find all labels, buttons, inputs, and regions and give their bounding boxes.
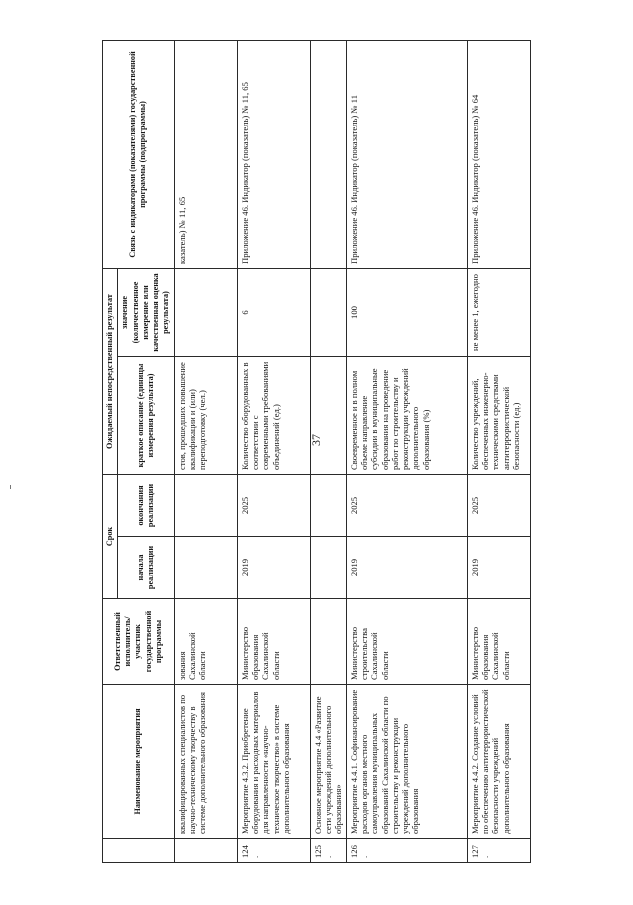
cell-num: 126. — [346, 839, 467, 863]
cell-value — [174, 268, 237, 356]
header-num — [103, 839, 175, 863]
cell-end — [174, 475, 237, 537]
table-row — [467, 40, 530, 862]
table-row — [237, 40, 310, 862]
cell-value: 100 — [346, 268, 467, 356]
cell-responsible: Министерство образования Сахалинской области — [237, 599, 310, 685]
cell-start: 2019 — [237, 537, 310, 599]
cell-desc: Количество оборудованных в соответствии с современными требованиями объединений (ед.) — [237, 357, 310, 475]
table-row — [346, 40, 467, 862]
cell-start — [310, 537, 346, 599]
cell-name: Мероприятие 4.4.2. Создание условий по обеспечению антитеррористической безопасности учреждений дополнительного образования — [467, 685, 530, 839]
cell-link — [310, 40, 346, 268]
header-end: окончания реализации — [118, 475, 174, 537]
cell-link: Приложение 46. Индикатор (показатель) № 64 — [467, 40, 530, 268]
cell-num — [174, 839, 237, 863]
cell-link: казатель) № 11, 65 — [174, 40, 237, 268]
measures-table — [102, 40, 531, 863]
cell-name: квалифицированных специалистов по научно-техническому творчеству в системе дополнительного образования — [174, 685, 237, 839]
cell-name: Основное мероприятие 4.4 «Развитие сети учреждений дополнительного образования» — [310, 685, 346, 839]
cell-responsible: Министерство строительства Сахалинской области — [346, 599, 467, 685]
cell-link: Приложение 46. Индикатор (показатель) № 11, 65 — [237, 40, 310, 268]
header-start: начала реализации — [118, 537, 174, 599]
cell-end — [310, 475, 346, 537]
cell-responsible: Министерство образования Сахалинской области — [467, 599, 530, 685]
cell-end: 2025 — [346, 475, 467, 537]
header-row-1 — [103, 40, 118, 862]
cell-end: 2025 — [467, 475, 530, 537]
cell-start: 2019 — [346, 537, 467, 599]
table-row — [174, 40, 237, 862]
cell-desc: стов, прошедших повышение квалификации и (или) переподготовку (чел.) — [174, 357, 237, 475]
cell-start — [174, 537, 237, 599]
header-name: Наименование мероприятия — [103, 685, 175, 839]
header-term: Срок — [103, 475, 118, 599]
header-desc: краткое описание (единицы измерения результата) — [118, 357, 174, 475]
cell-name: Мероприятие 4.4.1. Софинансирование расходов органов местного самоуправления муниципальных образований Сахалинской области по строительству и реконструкции учреждений дополнительного образования — [346, 685, 467, 839]
cell-value — [310, 268, 346, 356]
cell-desc — [310, 357, 346, 475]
cell-responsible — [310, 599, 346, 685]
cell-name: Мероприятие 4.3.2. Приобретение оборудования и расходных материалов для направленности «научно-техническое творчество» в системе дополнительного образования — [237, 685, 310, 839]
scan-mark — [10, 485, 11, 489]
page-number: 37 — [309, 434, 323, 446]
cell-num: 127. — [467, 839, 530, 863]
cell-num: 125. — [310, 839, 346, 863]
header-result: Ожидаемый непосредственный результат — [103, 268, 118, 474]
cell-desc: Своевременное и в полном объеме направление субсидии в муниципальные образования на проведение работ по строительству и реконструкции учреждений дополнительного образования (%) — [346, 357, 467, 475]
cell-num: 124. — [237, 839, 310, 863]
cell-end: 2025 — [237, 475, 310, 537]
cell-responsible: зования Сахалинской области — [174, 599, 237, 685]
header-link: Связь с индикаторами (показателями) государственной программы (подпрограммы) — [103, 40, 175, 268]
header-responsible: Ответственный исполнитель/участник государственной программы — [103, 599, 175, 685]
header-value: значение (количественное измерение или качественная оценка результата) — [118, 268, 174, 356]
cell-value: 6 — [237, 268, 310, 356]
cell-link: Приложение 46. Индикатор (показатель) № 11 — [346, 40, 467, 268]
cell-desc: Количество учреждений, обеспеченных инженерно-техническими средствами антитеррористической безопасности (ед.) — [467, 357, 530, 475]
table-row — [310, 40, 346, 862]
cell-start: 2019 — [467, 537, 530, 599]
cell-value: не менее 1, ежегодно — [467, 268, 530, 356]
rotated-table-wrapper — [102, 41, 530, 863]
